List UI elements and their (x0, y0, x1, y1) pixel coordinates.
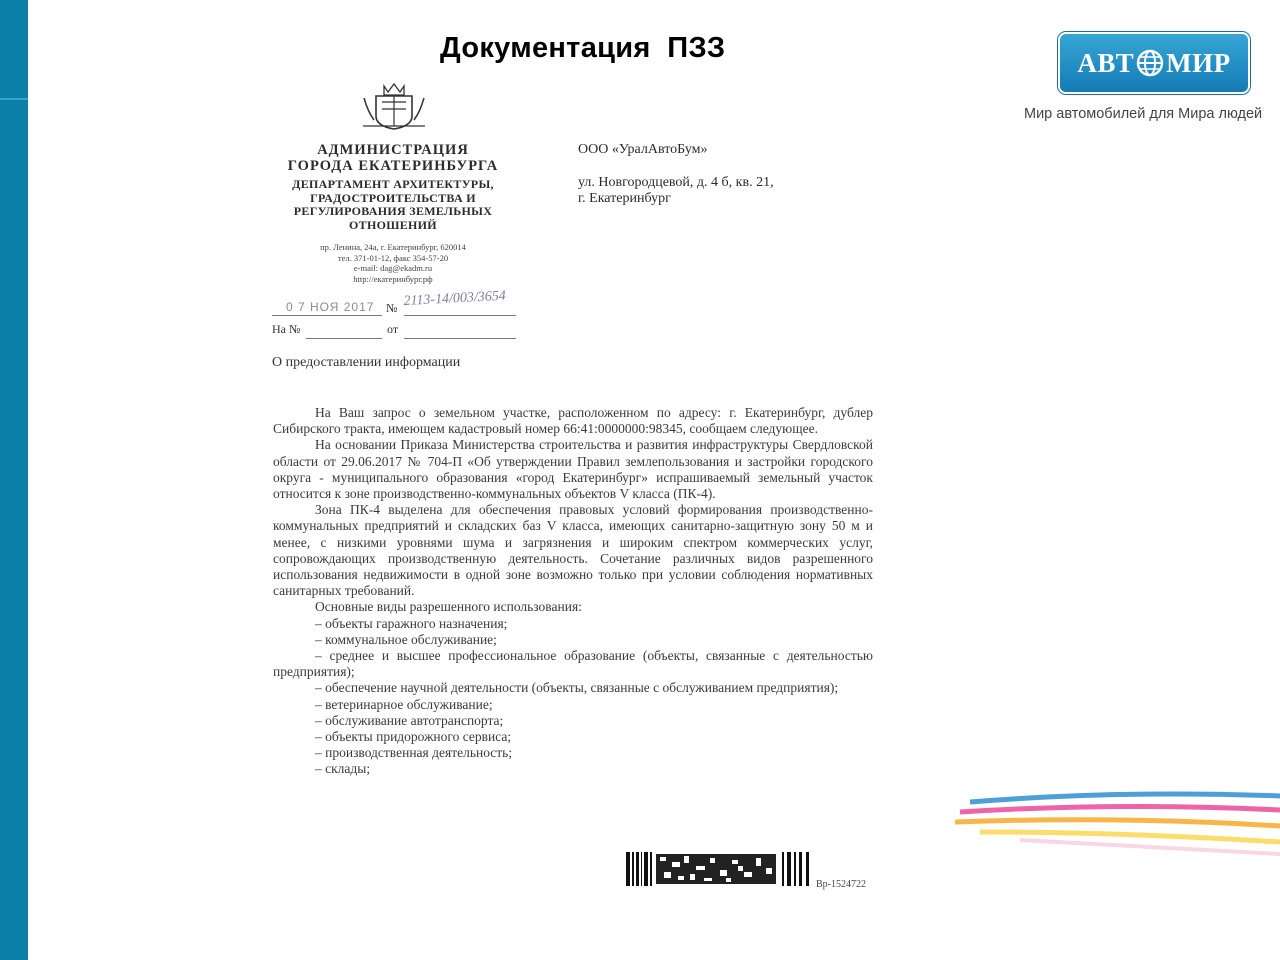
department-line: ГРАДОСТРОИТЕЛЬСТВА И (310, 190, 476, 205)
letter-subject: О предоставлении информации (272, 355, 461, 370)
barcode-icon (626, 852, 812, 886)
barcode-id: Вр-1524722 (816, 879, 866, 890)
list-item: – среднее и высшее профессиональное образование (объекты, связанные с деятельностью предприятия); (273, 648, 873, 680)
recipient-address-line1: ул. Новгородцевой, д. 4 б, кв. 21, (578, 175, 774, 190)
sender-contacts (268, 242, 518, 284)
logo-slogan: Мир автомобилей для Мира людей (1024, 106, 1263, 122)
list-item: – ветеринарное обслуживание; (315, 696, 493, 712)
list-item: – объекты гаражного назначения; (315, 615, 508, 631)
body-paragraph: Основные виды разрешенного использования: (315, 599, 582, 615)
list-item: – объекты придорожного сервиса; (315, 729, 512, 745)
logo-text-right: МИР (1166, 47, 1231, 78)
contact-line: пр. Ленина, 24а, г. Екатеринбург, 620014 (320, 242, 466, 252)
date-underline (272, 315, 382, 316)
logo-text-left: АВТ (1077, 47, 1135, 78)
number-label: № (386, 301, 398, 315)
body-paragraph: Зона ПК-4 выделена для обеспечения правовых условий формирования производственно-коммунальных предприятий и складских баз V класса, имеющих санитарно-защитную зону 50 м и менее, с низкими уровнями шума и загрязнения и широким спектром коммерческих услуг, сопровождающих производственную деятельность. Сочетание различных видов разрешенного использования недвижимости в одной зоне возможно только при условии соблюдения нормативных санитарных требований. (273, 502, 873, 599)
sender-org-line2: ГОРОДА ЕКАТЕРИНБУРГА (287, 158, 499, 174)
letter-body (273, 405, 873, 778)
recipient-name: ООО «УралАвтоБум» (578, 142, 708, 157)
list-item: – обслуживание автотранспорта; (315, 712, 504, 728)
contact-line: http://екатеринбург.рф (353, 273, 433, 284)
sender-org-line1: АДМИНИСТРАЦИЯ (317, 142, 469, 158)
contact-line: e-mail: dag@ekadm.ru (353, 263, 433, 273)
from-underline (404, 338, 516, 339)
slide-title: Документация ПЗЗ (440, 32, 726, 64)
sender-department (268, 178, 518, 232)
list-item: – коммунальное обслуживание; (315, 631, 497, 647)
contact-line: тел. 371-01-12, факс 354-57-20 (337, 252, 449, 263)
list-item: – обеспечение научной деятельности (объекты, связанные с обслуживанием предприятия); (315, 680, 839, 696)
body-paragraph: На основании Приказа Министерства строительства и развития инфраструктуры Свердловской области от 29.06.2017 № 704-П «Об утверждении Правил землепользования и застройки городского округа - муниципального образования «город Екатеринбург» испрашиваемый земельный участок относится к зоне производственно-коммунальных объектов V класса (ПК-4). (273, 437, 873, 502)
department-line: ДЕПАРТАМЕНТ АРХИТЕКТУРЫ, (292, 177, 494, 191)
reply-to-label: На № (272, 322, 301, 336)
number-underline (404, 315, 516, 316)
reply-to-underline (306, 338, 382, 339)
department-line: РЕГУЛИРОВАНИЯ ЗЕМЕЛЬНЫХ (293, 204, 493, 218)
list-item: – склады; (315, 761, 371, 777)
department-line: ОТНОШЕНИЙ (349, 217, 437, 232)
body-paragraph: На Ваш запрос о земельном участке, расположенном по адресу: г. Екатеринбург, дублер Сибирского тракта, имеющем кадастровый номер 66:41:0000000:98345, сообщаем следующее. (273, 405, 873, 437)
list-item: – производственная деятельность; (315, 745, 513, 761)
from-label: от (387, 322, 399, 336)
date-stamp: 0 7 НОЯ 2017 (286, 300, 375, 314)
outgoing-number: 2113-14/003/3654 (403, 288, 507, 310)
recipient-address-line2: г. Екатеринбург (578, 191, 671, 206)
city-coat-of-arms-icon (360, 82, 428, 132)
